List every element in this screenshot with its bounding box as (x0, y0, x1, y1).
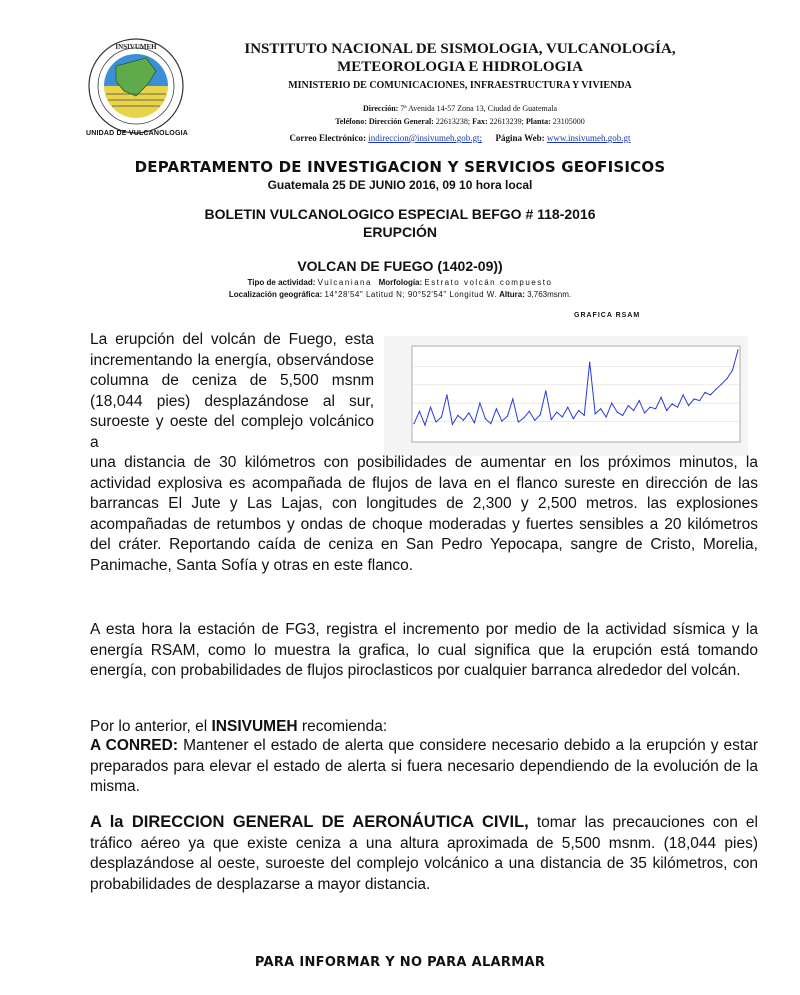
location-label: Localización geográfica: (228, 290, 323, 299)
rsam-data-point (704, 392, 705, 393)
address-value: 7ª Avenida 14-57 Zona 13, Ciudad de Guatemala (400, 104, 558, 113)
rsam-data-point (556, 412, 557, 413)
address-label: Dirección: (362, 104, 399, 113)
logo-text: INSIVUMEH (115, 43, 157, 51)
rsam-data-point (529, 411, 530, 412)
planta-label: Planta: (525, 117, 551, 126)
rsam-data-point (595, 413, 596, 414)
activity-label: Tipo de actividad: (247, 278, 316, 287)
conred-label: A CONRED: (90, 737, 179, 754)
rsam-data-point (737, 349, 738, 350)
phones-general-label: Dirección General: (368, 117, 434, 126)
activity-value: Vulcaniana (317, 278, 372, 287)
rsam-data-point (430, 407, 431, 408)
rsam-data-point (600, 408, 601, 409)
aeronautica-label: A la DIRECCION GENERAL DE AERONÁUTICA CIVIL, (90, 813, 529, 831)
rsam-data-point (413, 423, 414, 424)
paragraph-3 (90, 717, 758, 738)
email-link[interactable]: indireccion@insivumeh.gob.gt; (368, 133, 483, 143)
rsam-data-point (633, 410, 634, 411)
rsam-data-point (666, 410, 667, 411)
rsam-chart (384, 336, 748, 456)
planta-value: 23105000 (552, 117, 585, 126)
rsam-data-point (611, 403, 612, 404)
paragraph-conred (90, 736, 758, 798)
rsam-data-point (562, 416, 563, 417)
aeronautica-text: tomar las precauciones con el tráfico aéreo ya que existe ceniza a una altura aproximada de 5,500 msnm. (18,044 pies) desplazándose al oeste, suroeste del complejo volcánico a una distancia de 35 kilómetros, con probabilidades de desplazarse a mayor distancia. (90, 814, 758, 893)
rsam-data-point (457, 415, 458, 416)
rsam-data-point (573, 418, 574, 419)
rsam-data-point (507, 416, 508, 417)
morphology-value: Estrato volcán compuesto (424, 278, 553, 287)
rsam-data-point (655, 408, 656, 409)
rsam-data-point (479, 403, 480, 404)
insivumeh-logo (86, 36, 186, 136)
rsam-data-point (584, 415, 585, 416)
rsam-data-point (661, 397, 662, 398)
rsam-data-point (644, 412, 645, 413)
rsam-data-point (518, 421, 519, 422)
logo-caption: UNIDAD DE VULCANOLOGIA (85, 130, 188, 137)
address-line (210, 104, 710, 113)
rsam-data-point (710, 394, 711, 395)
rsam-data-point (452, 424, 453, 425)
morphology-label: Morfología: (378, 278, 423, 287)
rsam-data-point (693, 398, 694, 399)
web-label: Página Web: (495, 133, 545, 143)
web-link[interactable]: www.insivumeh.gob.gt (546, 133, 631, 143)
rsam-data-point (540, 414, 541, 415)
p3-post: recomienda: (297, 718, 388, 735)
rsam-data-point (534, 420, 535, 421)
rsam-data-point (650, 407, 651, 408)
rsam-data-point (474, 422, 475, 423)
rsam-data-point (715, 389, 716, 390)
p3-pre: Por lo anterior, el (90, 718, 212, 735)
phones-label: Teléfono: (335, 117, 367, 126)
rsam-data-point (441, 416, 442, 417)
paragraph-aeronautica (90, 812, 758, 895)
rsam-data-point (496, 408, 497, 409)
fax-label: Fax: (472, 117, 488, 126)
paragraph-2: A esta hora la estación de FG3, registra el incremento por medio de la actividad sísmica y la energía RSAM, como lo muestra la grafica, lo cual significa que la erupción está tomando energía, con probabilidades de flujos piroclasticos por cualquier barranca alrededor del volcán. (90, 621, 758, 679)
altitude-value: 3,763msnm. (527, 290, 572, 299)
rsam-data-point (726, 378, 727, 379)
rsam-data-point (699, 400, 700, 401)
chart-plot-area (412, 346, 740, 442)
rsam-data-point (682, 394, 683, 395)
rsam-data-point (732, 370, 733, 371)
rsam-data-point (446, 394, 447, 395)
paragraph-1-lead: La erupción del volcán de Fuego, esta incrementando la energía, observándose columna de ceniza de 5,500 msnm (18,044 pies) desplazándose al sur, suroeste y oeste del complejo volcánico a (90, 331, 374, 451)
rsam-data-point (435, 421, 436, 422)
department-title: DEPARTAMENTO DE INVESTIGACION Y SERVICIOS GEOFISICOS (134, 158, 666, 176)
rsam-data-point (551, 419, 552, 420)
conred-text: Mantener el estado de alerta que considere necesario debido a la erupción y estar preparados para elevar el estado de alerta si fuera necesario dependiendo de la evolución de la misma. (90, 737, 758, 795)
rsam-data-point (490, 423, 491, 424)
volcano-meta-line1 (90, 278, 710, 287)
rsam-data-point (512, 398, 513, 399)
rsam-data-point (672, 403, 673, 404)
rsam-data-point (677, 407, 678, 408)
p3-bold: INSIVUMEH (211, 718, 298, 735)
rsam-data-point (589, 362, 590, 363)
location-value: 14°28'54" Latitud N; 90°52'54" Longitud W. (324, 290, 498, 299)
rsam-data-point (501, 421, 502, 422)
phones-line (210, 117, 710, 126)
rsam-chart-label: GRAFICA RSAM (574, 312, 641, 319)
rsam-data-point (578, 410, 579, 411)
rsam-data-point (424, 425, 425, 426)
email-label: Correo Electrónico: (289, 133, 366, 143)
altitude-label: Altura: (499, 290, 525, 299)
rsam-data-point (419, 411, 420, 412)
rsam-data-point (485, 418, 486, 419)
dateline: Guatemala 25 DE JUNIO 2016, 09 10 hora local (267, 178, 533, 192)
volcano-meta-line2 (90, 290, 710, 299)
institute-name: INSTITUTO NACIONAL DE SISMOLOGIA, VULCANOLOGÍA, METEOROLOGIA E HIDROLOGIA (244, 41, 676, 75)
footer-slogan: PARA INFORMAR Y NO PARA ALARMAR (254, 955, 546, 970)
rsam-data-point (617, 412, 618, 413)
rsam-data-point (639, 400, 640, 401)
rsam-data-point (628, 405, 629, 406)
bulletin-title: BOLETIN VULCANOLOGICO ESPECIAL BEFGO # 118-2016 (204, 206, 596, 222)
rsam-data-point (545, 390, 546, 391)
rsam-data-point (622, 415, 623, 416)
paragraph-1-rest: una distancia de 30 kilómetros con posibilidades de aumentar en los próximos minutos, la actividad explosiva es acompañada de flujos de lava en el flanco sureste en dirección de las barrancas El Jute y Las Lajas, con longitudes de 2,300 y 2,500 metros. las explosiones acompañadas de retumbos y ondas de choque moderadas y fuertes sensibles a 20 kilómetros del cráter. Reportando caída de ceniza en San Pedro Yepocapa, sangre de Cristo, Morelia, Panimache, Santa Sofía y otras en este flanco. (90, 454, 758, 574)
rsam-data-point (468, 412, 469, 413)
fax-value: 22613239; (489, 117, 524, 126)
phones-general: 22613238; (435, 117, 471, 126)
bulletin-subtitle: ERUPCIÓN (363, 224, 437, 240)
ministry-name: MINISTERIO DE COMUNICACIONES, INFRAESTRUCTURA Y VIVIENDA (288, 80, 632, 91)
rsam-data-point (721, 384, 722, 385)
contact-line (210, 133, 710, 143)
rsam-data-point (688, 405, 689, 406)
volcano-name: VOLCAN DE FUEGO (1402-09)) (297, 258, 503, 274)
rsam-data-point (606, 416, 607, 417)
rsam-data-point (463, 420, 464, 421)
rsam-data-point (523, 417, 524, 418)
rsam-data-point (567, 407, 568, 408)
